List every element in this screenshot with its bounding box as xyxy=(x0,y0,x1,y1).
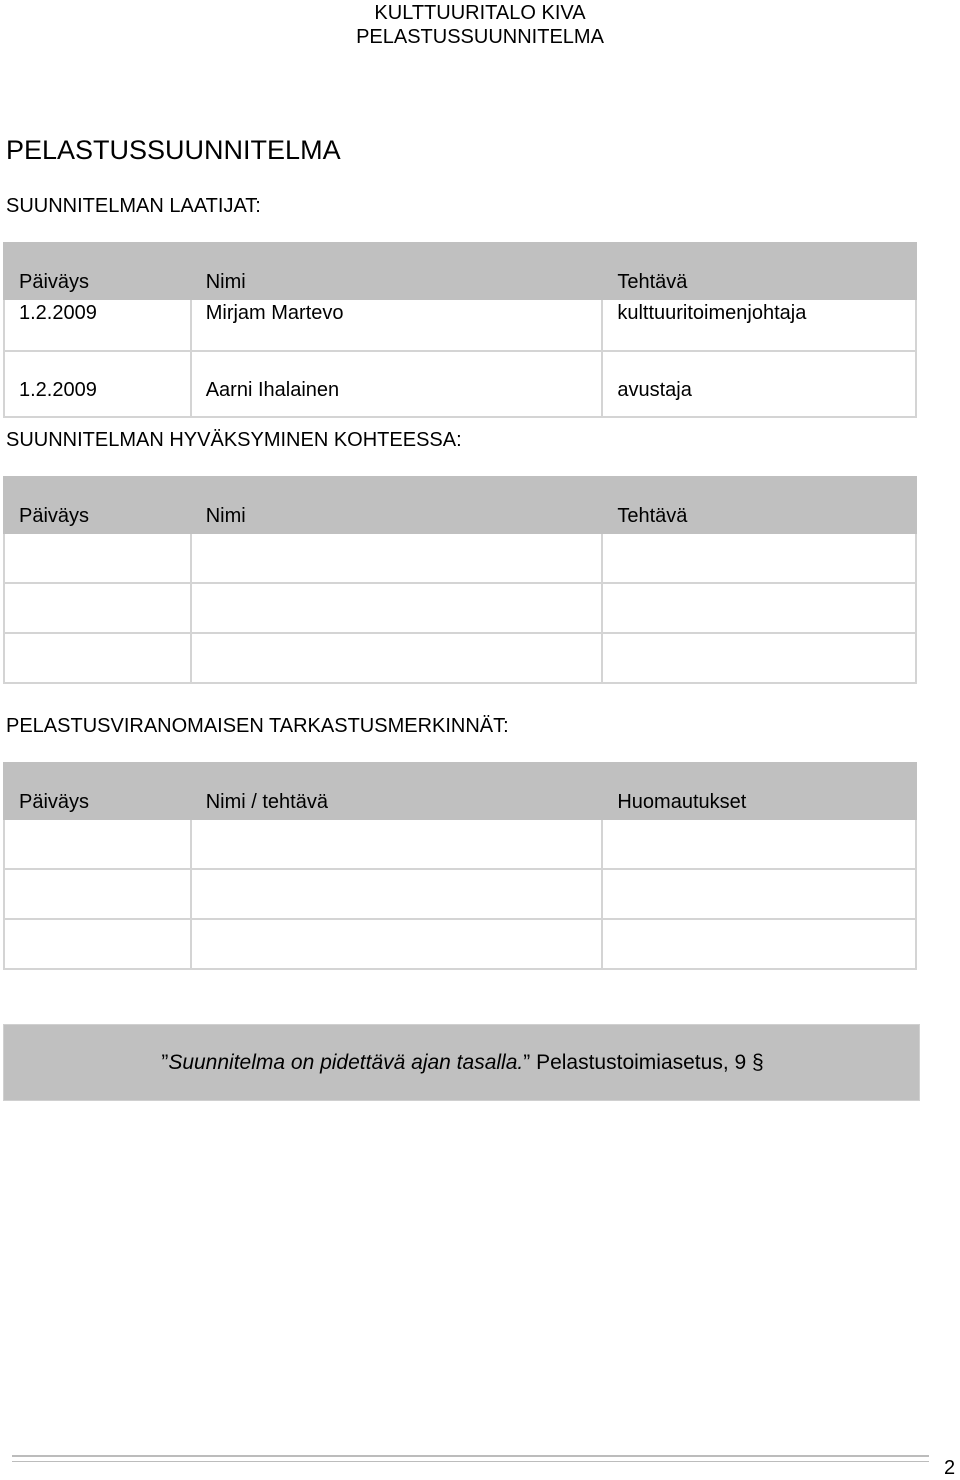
column-header-role: Tehtävä xyxy=(602,477,916,533)
cell-name xyxy=(191,583,603,633)
column-header-name-role: Nimi / tehtävä xyxy=(191,763,603,819)
page-title: PELASTUSSUUNNITELMA xyxy=(6,135,341,165)
table-header-row xyxy=(4,763,916,819)
cell-name xyxy=(191,533,603,583)
column-header-date: Päiväys xyxy=(4,477,191,533)
cell-name-role xyxy=(191,919,603,969)
cell-role xyxy=(602,583,916,633)
table-row xyxy=(4,351,916,417)
note-open-quote: ” xyxy=(161,1051,169,1074)
page-number: 2 xyxy=(944,1457,956,1479)
regulation-note xyxy=(3,1024,920,1101)
inspection-table xyxy=(3,762,917,970)
table-row xyxy=(4,919,916,969)
authors-heading: SUUNNITELMAN LAATIJAT: xyxy=(6,195,261,217)
table-row xyxy=(4,869,916,919)
cell-date: 1.2.2009 xyxy=(4,299,191,351)
header-organization: KULTTUURITALO KIVA xyxy=(374,2,586,24)
table-header-row xyxy=(4,243,916,299)
table-row xyxy=(4,299,916,351)
cell-date xyxy=(4,583,191,633)
column-header-remarks: Huomautukset xyxy=(602,763,916,819)
note-reference: Pelastustoimiasetus, 9 § xyxy=(530,1051,764,1074)
authors-table xyxy=(3,242,917,418)
inspection-heading: PELASTUSVIRANOMAISEN TARKASTUSMERKINNÄT: xyxy=(6,715,509,737)
table-row xyxy=(4,583,916,633)
cell-date: 1.2.2009 xyxy=(4,351,191,417)
cell-role: avustaja xyxy=(602,351,916,417)
cell-role: kulttuuritoimenjohtaja xyxy=(602,299,916,351)
cell-name: Mirjam Martevo xyxy=(191,299,603,351)
cell-name-role xyxy=(191,869,603,919)
column-header-date: Päiväys xyxy=(4,243,191,299)
approval-heading: SUUNNITELMAN HYVÄKSYMINEN KOHTEESSA: xyxy=(6,429,462,451)
column-header-name: Nimi xyxy=(191,243,603,299)
cell-role xyxy=(602,533,916,583)
cell-role xyxy=(602,633,916,683)
cell-date xyxy=(4,533,191,583)
cell-remarks xyxy=(602,919,916,969)
table-row xyxy=(4,533,916,583)
column-header-date: Päiväys xyxy=(4,763,191,819)
approval-table xyxy=(3,476,917,684)
cell-date xyxy=(4,819,191,869)
note-close-quote: ” xyxy=(523,1051,531,1074)
cell-name-role xyxy=(191,819,603,869)
cell-date xyxy=(4,869,191,919)
cell-remarks xyxy=(602,819,916,869)
cell-remarks xyxy=(602,869,916,919)
header-document-name: PELASTUSSUUNNITELMA xyxy=(356,26,604,48)
table-row xyxy=(4,633,916,683)
note-quoted-text: Suunnitelma on pidettävä ajan tasalla. xyxy=(168,1051,524,1074)
cell-name xyxy=(191,633,603,683)
column-header-name: Nimi xyxy=(191,477,603,533)
table-row xyxy=(4,819,916,869)
table-header-row xyxy=(4,477,916,533)
cell-name: Aarni Ihalainen xyxy=(191,351,603,417)
cell-date xyxy=(4,633,191,683)
cell-date xyxy=(4,919,191,969)
regulation-note-text xyxy=(4,1051,921,1075)
footer-divider xyxy=(12,1455,929,1462)
column-header-role: Tehtävä xyxy=(602,243,916,299)
